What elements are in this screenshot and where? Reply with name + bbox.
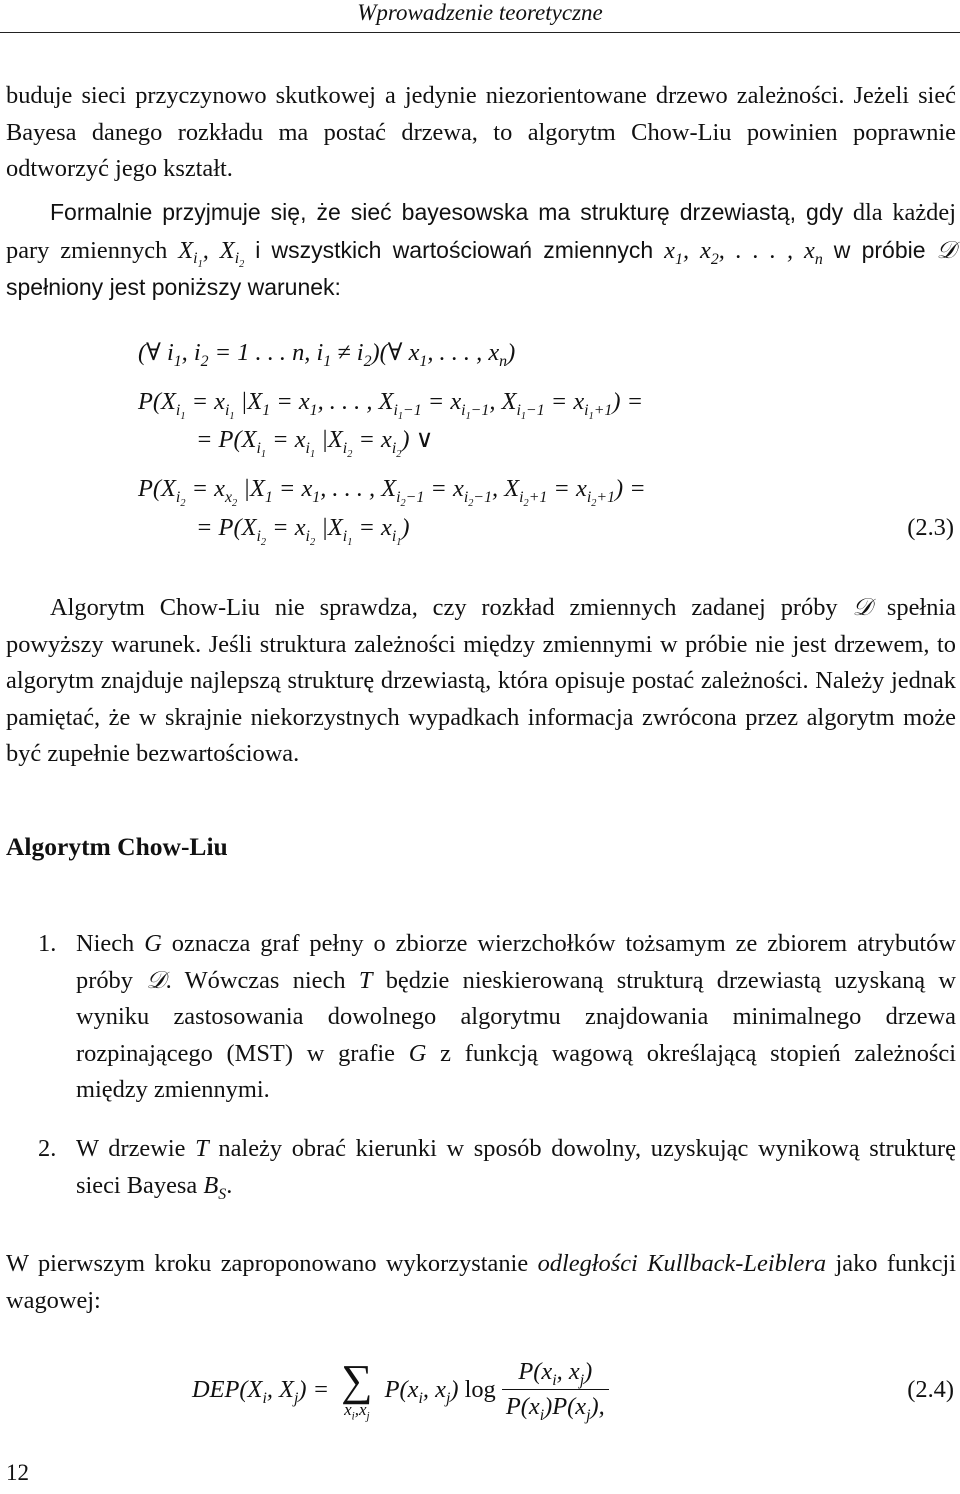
- li1-a: Niech: [76, 930, 135, 957]
- equation-number-2-4: (2.4): [907, 1376, 954, 1403]
- text-note-a: Algorytm Chow-Liu nie sprawdza, czy rozkład zmiennych zadanej próby: [50, 594, 838, 621]
- eq-2-3-line1: (∀ $i_1$, $i_2 = 1$ . . . n, $i_1$ ≠ $i_2)(\forall$ $x_1$, . . . , $x_n$): [138, 339, 516, 370]
- text-note-b: spełnia powyższy warunek. Jeśli struktura zależności między zmiennymi w próbie nie jest drzewem, to algorytm znajduje najlepszą strukturę drzewiastą, która opisuje postać zależności. Należy jednak pamiętać, że w skrajnie niekorzystnych wypadkach informacja zwrócona przez algorytm może być zupełnie bezwartościowa.: [6, 594, 956, 768]
- text-kl-term: odległości Kullback-Leiblera: [537, 1250, 827, 1277]
- eq-2-3-line4: $P(X_{i_2} = x_{x_2}$ $|X_1 = x_1$, . . . , $X_{i_2-1} = x_{i_2-1}$, $X_{i_2+1} = x_{i_2+1}$) =: [138, 475, 646, 510]
- text-kl-a: W pierwszym kroku zaproponowano wykorzystanie: [6, 1250, 529, 1277]
- li2-a: W drzewie: [76, 1135, 186, 1162]
- li2-b: należy obrać kierunki w sposób dowolny, uzyskując wynikową strukturę sieci Bayesa: [76, 1135, 956, 1199]
- list-number-1: 1.: [38, 930, 57, 957]
- fraction-numerator: $P(x_i$, $x_j$): [502, 1355, 609, 1390]
- math-calD-2: 𝒟: [852, 594, 872, 621]
- eq-2-3-line3: = $P(X_{i_1} = x_{i_1}$ $|X_{i_2} = x_{i_2}$) ∨: [196, 426, 434, 461]
- math-x1-xn: $x_1$, $x_2$, . . . , $x_n$: [664, 236, 823, 268]
- list-number-2: 2.: [38, 1135, 57, 1162]
- eq-2-4-fraction: [502, 1355, 609, 1424]
- header-rule: [0, 32, 960, 33]
- li1-c: . Wówczas niech: [165, 966, 346, 994]
- text-formal-b: dla każdej pary zmiennych: [6, 199, 956, 264]
- eq-2-4-lhs: $DEP(X_i$, $X_j$) =: [192, 1375, 330, 1407]
- list-item-2: [38, 1131, 956, 1204]
- math-calD: 𝒟: [936, 236, 956, 264]
- paragraph-algorithm-note: [6, 590, 956, 773]
- li2-c: .: [226, 1171, 233, 1199]
- paragraph-formal: [6, 194, 956, 307]
- sum-symbol: ∑ $x_i,x_j$: [341, 1355, 373, 1422]
- math-G: G: [144, 930, 162, 957]
- running-header: Wprowadzenie teoretyczne: [357, 0, 603, 25]
- math-calD-3: 𝒟: [132, 966, 166, 994]
- math-T-2: T: [195, 1135, 209, 1162]
- text-formal-d: w próbie: [833, 236, 926, 263]
- page-number: 12: [6, 1460, 29, 1485]
- eq-2-4: [192, 1355, 609, 1424]
- section-heading: Algorytm Chow-Liu: [6, 832, 228, 861]
- paragraph-kl: [6, 1246, 956, 1319]
- li1-d: będzie nieskierowaną strukturą drzewiastą uzyskaną w wyniku zastosowania dowolnego algorytmu znajdowania minimalnego drzewa rozpinającego (MST) w grafie: [76, 966, 956, 1067]
- equation-number-2-3: (2.3): [907, 514, 954, 541]
- eq-2-3-line5: = $P(X_{i_2} = x_{i_2}$ $|X_{i_1} = x_{i_1}$): [196, 514, 410, 549]
- text-formal-c: i wszystkich wartościowań zmiennych: [255, 236, 654, 263]
- paragraph-intro: buduje sieci przyczynowo skutkowej a jedynie niezorientowane drzewo zależności. Jeżeli sieć Bayesa danego rozkładu ma postać drzewa, to algorytm Chow-Liu powinien poprawnie odtworzyć jego kształt.: [6, 82, 956, 183]
- eq-2-4-term: $P(x_i$, $x_j$) log: [384, 1375, 496, 1407]
- list-item-1: [38, 926, 956, 1109]
- math-BS: $B_S$: [203, 1171, 227, 1203]
- text-formal-e: spełniony jest poniższy warunek:: [6, 274, 341, 301]
- math-xi1-xi2: $X_{i_1}$, $X_{i_2}$: [178, 236, 245, 271]
- li1-e: z funkcją wagową określającą stopień zależności między zmiennymi.: [76, 1039, 956, 1104]
- text-kl-c: jako funkcji wagowej:: [6, 1250, 956, 1314]
- eq-2-3-line2: $P(X_{i_1} = x_{i_1}$ $|X_1 = x_1$, . . . , $X_{i_1-1} = x_{i_1-1}$, $X_{i_1-1} = x_{i_1+1}$) =: [138, 388, 644, 423]
- text-formal-a: Formalnie przyjmuje się, że sieć bayesowska ma strukturę drzewiastą, gdy: [50, 199, 844, 225]
- math-G-2: G: [408, 1039, 427, 1067]
- math-T: T: [358, 966, 373, 994]
- li1-b: oznacza graf pełny o zbiorze wierzchołków tożsamym ze zbiorem atrybutów próby: [76, 930, 956, 994]
- fraction-denominator: $P(x_i)P(x_j)$,: [505, 1393, 605, 1424]
